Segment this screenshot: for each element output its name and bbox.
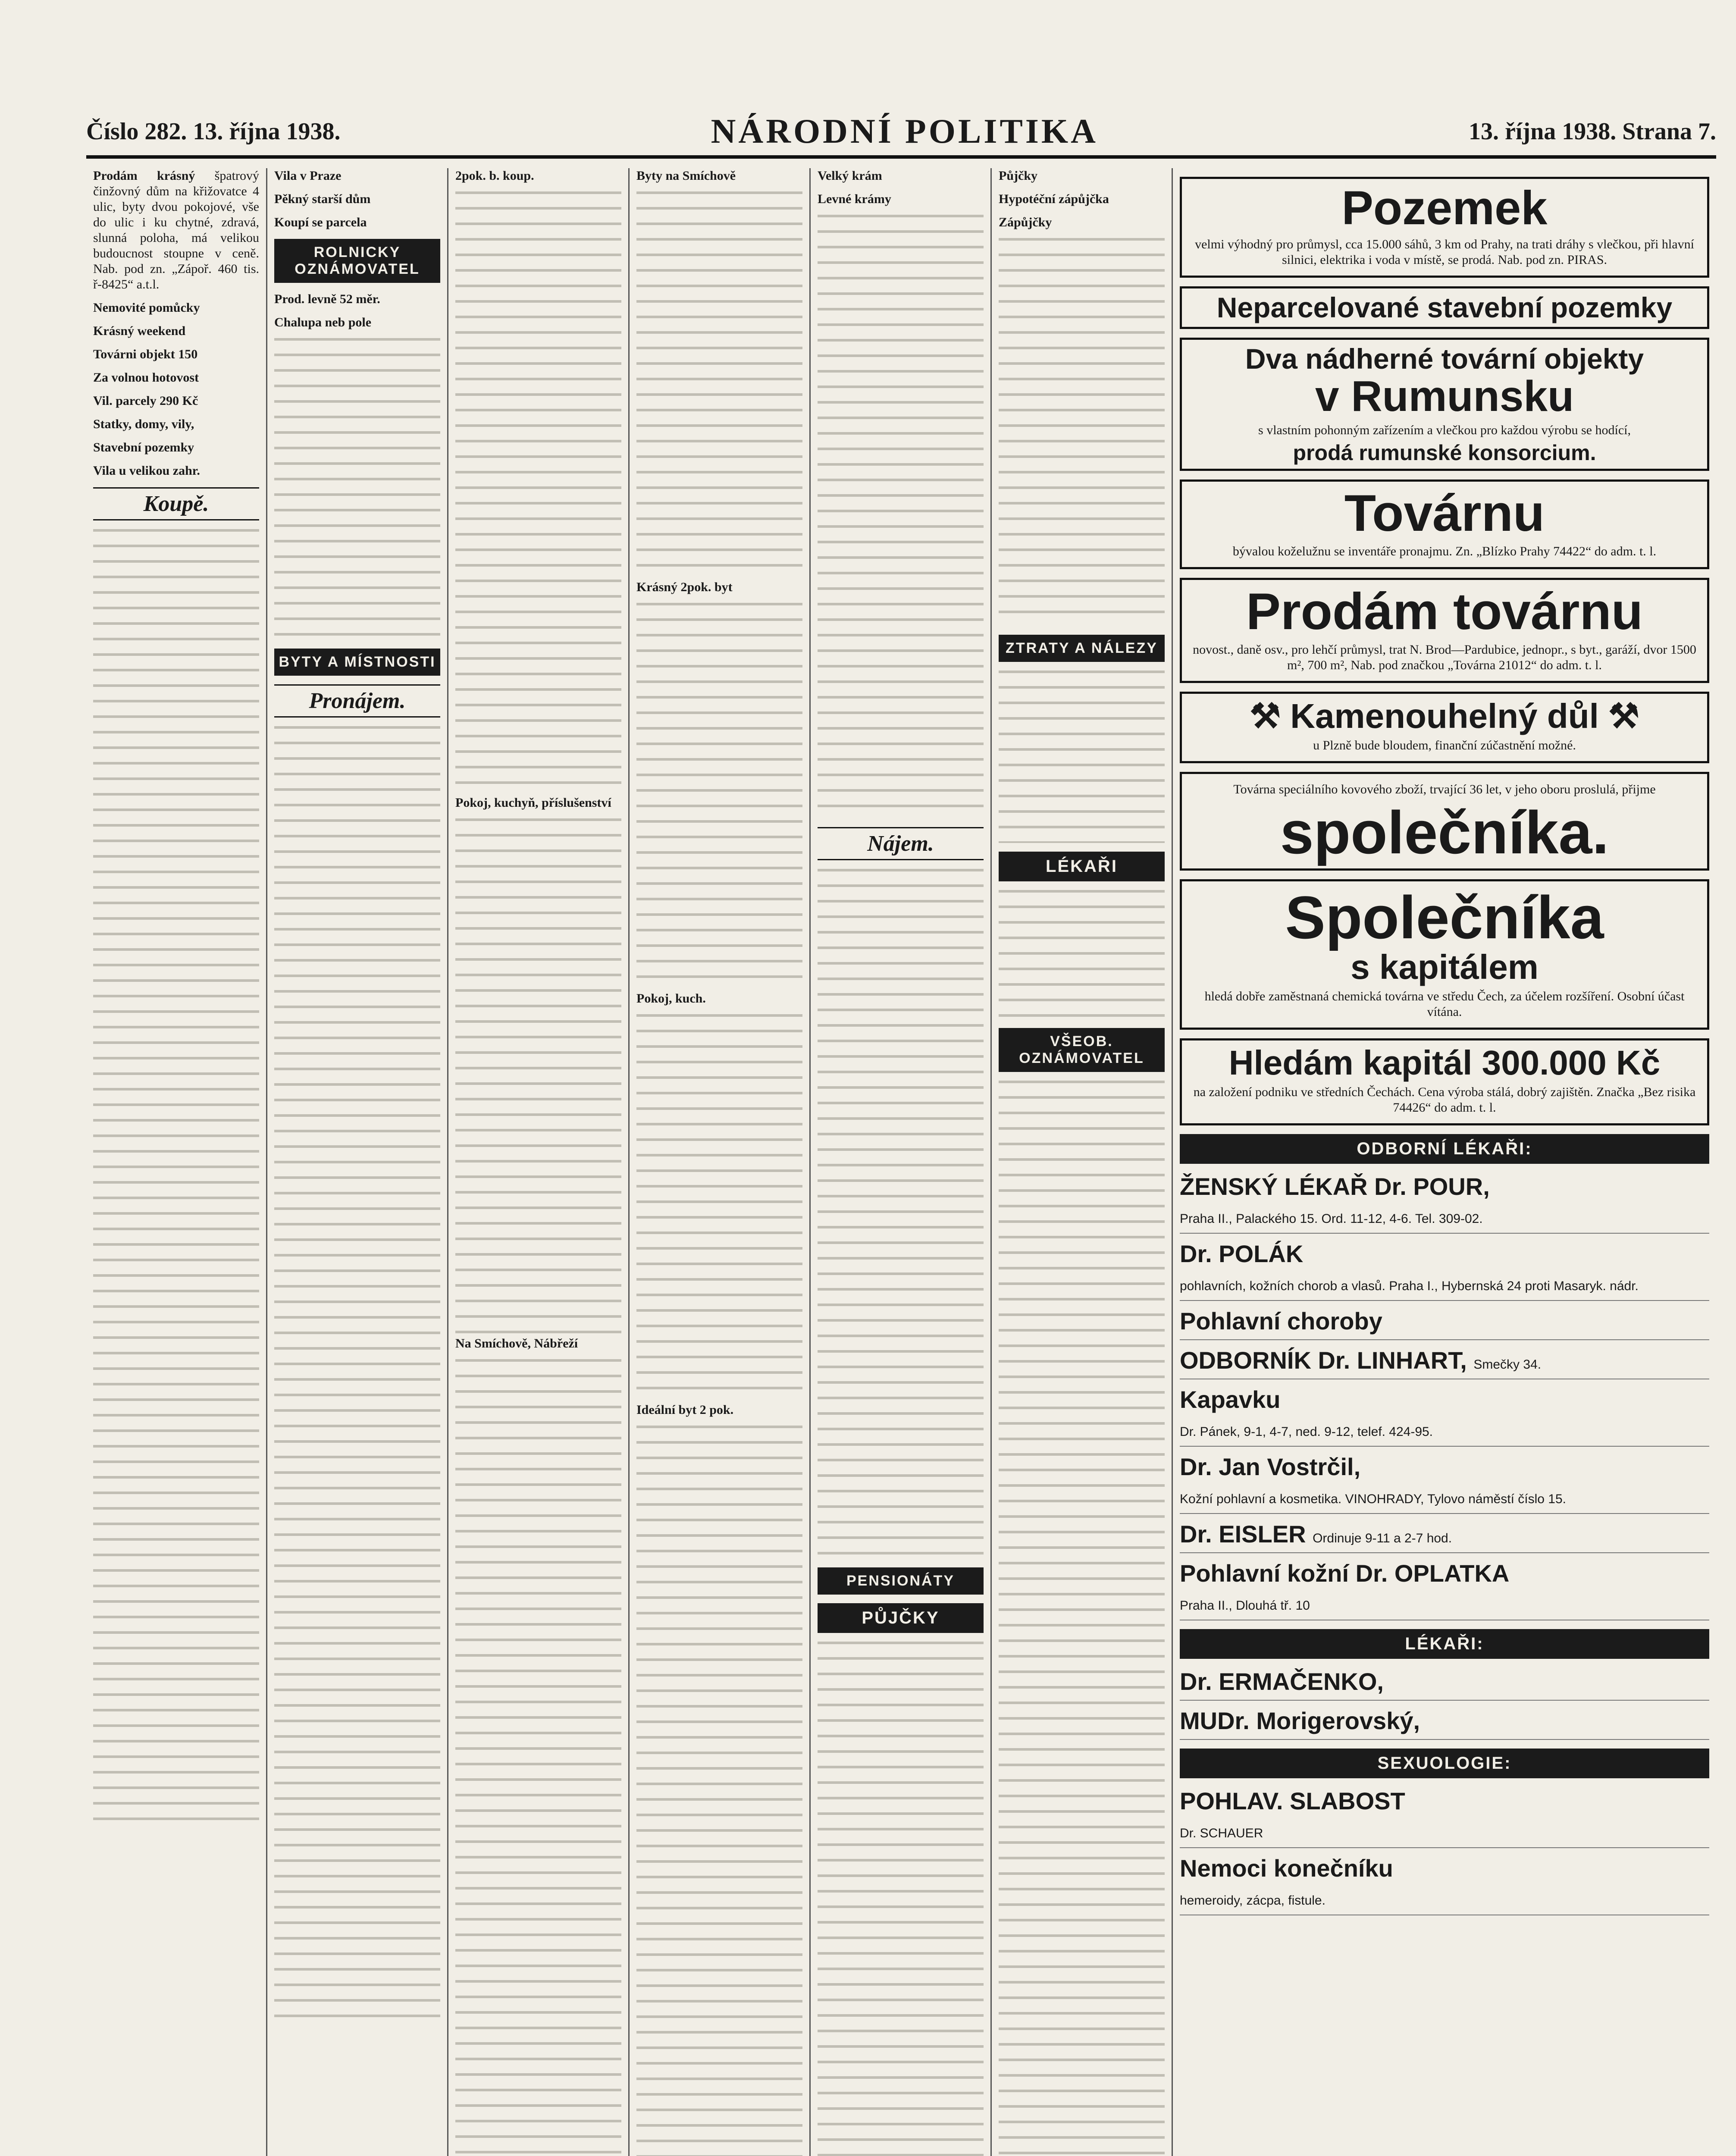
- ad-headline: Nemovité pomůcky: [93, 301, 200, 315]
- display-ad-kapital-spolecnik: [1180, 879, 1709, 1030]
- hammer-pick-icon: ⚒: [1608, 696, 1639, 735]
- ad-headline: Na Smíchově, Nábřeží: [455, 1336, 578, 1351]
- small-print-text-block: [274, 726, 440, 2020]
- classified-ad: [636, 168, 802, 184]
- section-heading-pronajem: Pronájem.: [274, 684, 440, 718]
- small-print-text-block: [455, 1359, 621, 2156]
- ad-headline: Hledám kapitál 300.000 Kč: [1228, 1043, 1661, 1082]
- classified-columns: [86, 168, 1716, 2156]
- listing-name: Dr. EISLER: [1180, 1520, 1306, 1548]
- listing-name: POHLAV. SLABOST: [1180, 1787, 1405, 1814]
- small-print-text-block: [999, 1081, 1165, 2156]
- ad-headline: Pěkný starší dům: [274, 192, 371, 206]
- small-print-text-block: [455, 818, 621, 1336]
- section-banner-ztraty: ZTRATY A NÁLEZY: [999, 635, 1165, 662]
- ad-headline-text: Kamenouhelný důl: [1290, 696, 1599, 735]
- listing-name: ŽENSKÝ LÉKAŘ Dr. POUR,: [1180, 1172, 1490, 1200]
- ad-headline: Prodám krásný: [93, 169, 195, 183]
- classified-ad: [274, 291, 440, 307]
- ad-headline: Hypotéční zápůjčka: [999, 192, 1109, 206]
- small-print-text-block: [999, 238, 1165, 626]
- section-banner-odborni-lekari: ODBORNÍ LÉKAŘI:: [1180, 1134, 1709, 1164]
- ad-text: velmi výhodný pro průmysl, cca 15.000 sáhů, 3 km od Prahy, na trati dráhy s vlečkou, při hlavní silnici, elektrika i voda v místě, se prodá. Nab. pod zn. PIRAS.: [1195, 237, 1694, 267]
- ad-text: s vlastním pohonným zařízením a vlečkou pro každou výrobu se hodící,: [1258, 423, 1631, 438]
- small-print-text-block: [274, 338, 440, 640]
- small-print-text-block: [455, 191, 621, 795]
- listing-detail: Smečky 34.: [1473, 1357, 1542, 1372]
- ad-headline: Krásný weekend: [93, 324, 186, 338]
- section-banner-pujcky: PŮJČKY: [818, 1603, 984, 1633]
- listing-name: Pohlavní choroby: [1180, 1307, 1382, 1335]
- ad-text: na založení podniku ve středních Čechách. Cena výroba stálá, dobrý zajištěn. Značka „Bez risika 74426“ do adm. t. l.: [1193, 1084, 1696, 1115]
- classified-ad: [274, 315, 440, 330]
- date-page-number: 13. října 1938. Strana 7.: [1469, 118, 1716, 145]
- classified-ad: [999, 215, 1165, 230]
- classified-ad: [274, 191, 440, 207]
- column-6: [992, 168, 1173, 2156]
- listing-detail: hemeroidy, zácpa, fistule.: [1180, 1893, 1326, 1908]
- medical-listing: [1180, 1707, 1709, 1740]
- ad-headline: Půjčky: [999, 169, 1037, 183]
- classified-ad: [93, 417, 259, 432]
- classified-ad: [455, 168, 621, 184]
- medical-listing: [1180, 1346, 1709, 1379]
- ad-headline: Společníka: [1285, 883, 1604, 951]
- display-ad-prodam-tovarnu: [1180, 578, 1709, 683]
- classified-ad: [455, 795, 621, 811]
- medical-listing: [1180, 1307, 1709, 1340]
- classified-ad: [93, 440, 259, 455]
- listing-detail: pohlavních, kožních chorob a vlasů. Praha I., Hybernská 24 proti Masaryk. nádr.: [1180, 1279, 1639, 1293]
- ad-headline: Zápůjčky: [999, 215, 1052, 229]
- small-print-text-block: [999, 671, 1165, 843]
- display-ad-parcely: [1180, 286, 1709, 329]
- listing-detail: Ordinuje 9-11 a 2-7 hod.: [1313, 1531, 1452, 1545]
- classified-ad: [636, 580, 802, 595]
- classified-ad: [818, 191, 984, 207]
- medical-listing: [1180, 1453, 1709, 1514]
- listing-name: MUDr. Morigerovský,: [1180, 1707, 1420, 1734]
- section-heading-najem: Nájem.: [818, 827, 984, 860]
- display-ad-dul: [1180, 692, 1709, 763]
- section-banner-rolnicky: ROLNICKY OZNÁMOVATEL: [274, 239, 440, 283]
- display-ad-tovarnu-pronajem: [1180, 479, 1709, 569]
- medical-listing: [1180, 1172, 1709, 1234]
- ad-headline: Koupí se parcela: [274, 215, 367, 229]
- ad-footline: prodá rumunské konsorcium.: [1293, 441, 1596, 465]
- listing-detail: Praha II., Palackého 15. Ord. 11-12, 4-6. Tel. 309-02.: [1180, 1211, 1483, 1226]
- ad-headline: Krásný 2pok. byt: [636, 580, 733, 594]
- small-print-text-block: [636, 1014, 802, 1402]
- medical-listing: [1180, 1385, 1709, 1447]
- small-print-text-block: [636, 603, 802, 991]
- small-print-text-block: [818, 869, 984, 1559]
- ad-subheadline: v Rumunsku: [1315, 372, 1574, 421]
- column-4: [630, 168, 811, 2156]
- section-banner-pensionaty: PENSIONÁTY: [818, 1567, 984, 1595]
- section-banner-byty: BYTY A MÍSTNOSTI: [274, 649, 440, 676]
- ad-text: Továrna speciálního kovového zboží, trvající 36 let, v jeho oboru proslulá, přijme: [1233, 782, 1656, 796]
- display-ad-spolecnika: [1180, 772, 1709, 871]
- ad-headline: Neparcelované stavební pozemky: [1216, 291, 1673, 323]
- classified-ad: [93, 323, 259, 339]
- ad-headline: Statky, domy, vily,: [93, 417, 194, 431]
- listing-detail: Kožní pohlavní a kosmetika. VINOHRADY, Tylovo náměstí číslo 15.: [1180, 1492, 1566, 1506]
- ad-headline: Stavební pozemky: [93, 440, 194, 454]
- column-3: [448, 168, 630, 2156]
- classified-ad: [455, 1336, 621, 1351]
- ad-headline: Levné krámy: [818, 192, 891, 206]
- medical-listing: [1180, 1667, 1709, 1701]
- ad-headline: Byty na Smíchově: [636, 169, 736, 183]
- listing-name: Nemoci konečníku: [1180, 1854, 1393, 1882]
- column-5: [811, 168, 992, 2156]
- ad-headline: Továrnu: [1344, 484, 1545, 542]
- ad-headline: Pozemek: [1341, 182, 1548, 235]
- ad-headline: společníka.: [1280, 798, 1609, 866]
- classified-ad: [274, 168, 440, 184]
- page-header: [86, 108, 1716, 159]
- listing-name: Pohlavní kožní Dr. OPLATKA: [1180, 1559, 1510, 1587]
- ad-headline: Vila v Praze: [274, 169, 342, 183]
- ad-headline: Pokoj, kuchyň, příslušenství: [455, 796, 611, 810]
- listing-name: Dr. Jan Vostrčil,: [1180, 1453, 1361, 1480]
- ad-headline: [1188, 698, 1701, 734]
- classified-ad: [93, 370, 259, 385]
- newspaper-page: [86, 108, 1716, 2156]
- ad-text: u Plzně bude bloudem, finanční zúčastnění možné.: [1313, 738, 1576, 752]
- medical-listing: [1180, 1854, 1709, 1915]
- small-print-text-block: [818, 215, 984, 818]
- issue-number-date: Číslo 282. 13. října 1938.: [86, 118, 341, 145]
- ad-headline: Za volnou hotovost: [93, 370, 199, 385]
- small-print-text-block: [999, 890, 1165, 1019]
- classified-ad: [93, 168, 259, 292]
- listing-name: Dr. POLÁK: [1180, 1240, 1304, 1267]
- listing-name: Kapavku: [1180, 1385, 1281, 1413]
- ad-headline: Vil. parcely 290 Kč: [93, 394, 198, 408]
- ad-text: bývalou koželužnu se inventáře pronajmu. Zn. „Blízko Prahy 74422“ do adm. t. l.: [1232, 544, 1657, 558]
- small-print-text-block: [818, 1642, 984, 2156]
- small-print-text-block: [636, 1426, 802, 2156]
- medical-listing: [1180, 1559, 1709, 1620]
- small-print-text-block: [636, 191, 802, 580]
- listing-detail: Praha II., Dlouhá tř. 10: [1180, 1598, 1310, 1613]
- section-banner-vseob: VŠEOB. OZNÁMOVATEL: [999, 1028, 1165, 1072]
- display-ad-kapital: [1180, 1038, 1709, 1125]
- classified-ad: [636, 1402, 802, 1418]
- classified-ad: [999, 168, 1165, 184]
- classified-ad: [93, 347, 259, 362]
- column-1: [86, 168, 267, 2156]
- ad-headline: 2pok. b. koup.: [455, 169, 534, 183]
- classified-ad: [93, 393, 259, 409]
- medical-listing: [1180, 1520, 1709, 1553]
- ad-subheadline: s kapitálem: [1351, 947, 1539, 986]
- column-display-ads: [1173, 168, 1716, 2156]
- classified-ad: [93, 300, 259, 316]
- classified-ad: [274, 215, 440, 230]
- ad-headline: Chalupa neb pole: [274, 315, 372, 329]
- ad-text: špatrový činžovný dům na křižovatce 4 ulic, byty dvou pokojové, vše do ulic i ku chytné, zdravá, slunná poloha, má velikou budoucnost stoupne v ceně. Nab. pod zn. „Zápoř. 460 tis. ř-8425“ a.t.l.: [93, 169, 259, 291]
- display-ad-pozemek: [1180, 177, 1709, 278]
- ad-headline: Dva nádherné tovární objekty: [1245, 342, 1644, 375]
- classified-ad: [999, 191, 1165, 207]
- ad-headline: Vila u velikou zahr.: [93, 464, 200, 478]
- medical-listing: [1180, 1787, 1709, 1848]
- medical-listing: [1180, 1240, 1709, 1301]
- listing-name: Dr. ERMAČENKO,: [1180, 1667, 1384, 1695]
- section-banner-lekari: LÉKAŘI:: [1180, 1629, 1709, 1659]
- masthead-title: NÁRODNÍ POLITIKA: [711, 112, 1098, 150]
- section-banner-lekari: LÉKAŘI: [999, 852, 1165, 881]
- hammer-pick-icon: ⚒: [1250, 696, 1281, 735]
- section-heading-koupe: Koupě.: [93, 487, 259, 520]
- ad-headline: Pokoj, kuch.: [636, 991, 706, 1006]
- small-print-text-block: [93, 529, 259, 1823]
- ad-headline: Prodám továrnu: [1246, 582, 1643, 640]
- classified-ad: [636, 991, 802, 1006]
- display-ad-rumunsko: [1180, 338, 1709, 471]
- classified-ad: [93, 463, 259, 479]
- listing-detail: Dr. Pánek, 9-1, 4-7, ned. 9-12, telef. 424-95.: [1180, 1424, 1433, 1439]
- ad-text: hledá dobře zaměstnaná chemická továrna ve středu Čech, za účelem rozšíření. Osobní účast vítána.: [1204, 989, 1685, 1019]
- listing-name: ODBORNÍK Dr. LINHART,: [1180, 1346, 1467, 1374]
- ad-headline: Ideální byt 2 pok.: [636, 1403, 734, 1417]
- classified-ad: [818, 168, 984, 184]
- column-2: [267, 168, 448, 2156]
- ad-headline: Prod. levně 52 měr.: [274, 292, 380, 306]
- ad-headline: Velký krám: [818, 169, 882, 183]
- ad-text: novost., daně osv., pro lehčí průmysl, trat N. Brod—Pardubice, jednopr., s byt., garáží, dvor 1500 m², 700 m², Nab. pod značkou „Továrna 21012“ do adm. t. l.: [1193, 642, 1696, 672]
- listing-detail: Dr. SCHAUER: [1180, 1826, 1263, 1840]
- ad-headline: Továrni objekt 150: [93, 347, 198, 361]
- section-banner-sexuologie: SEXUOLOGIE:: [1180, 1749, 1709, 1778]
